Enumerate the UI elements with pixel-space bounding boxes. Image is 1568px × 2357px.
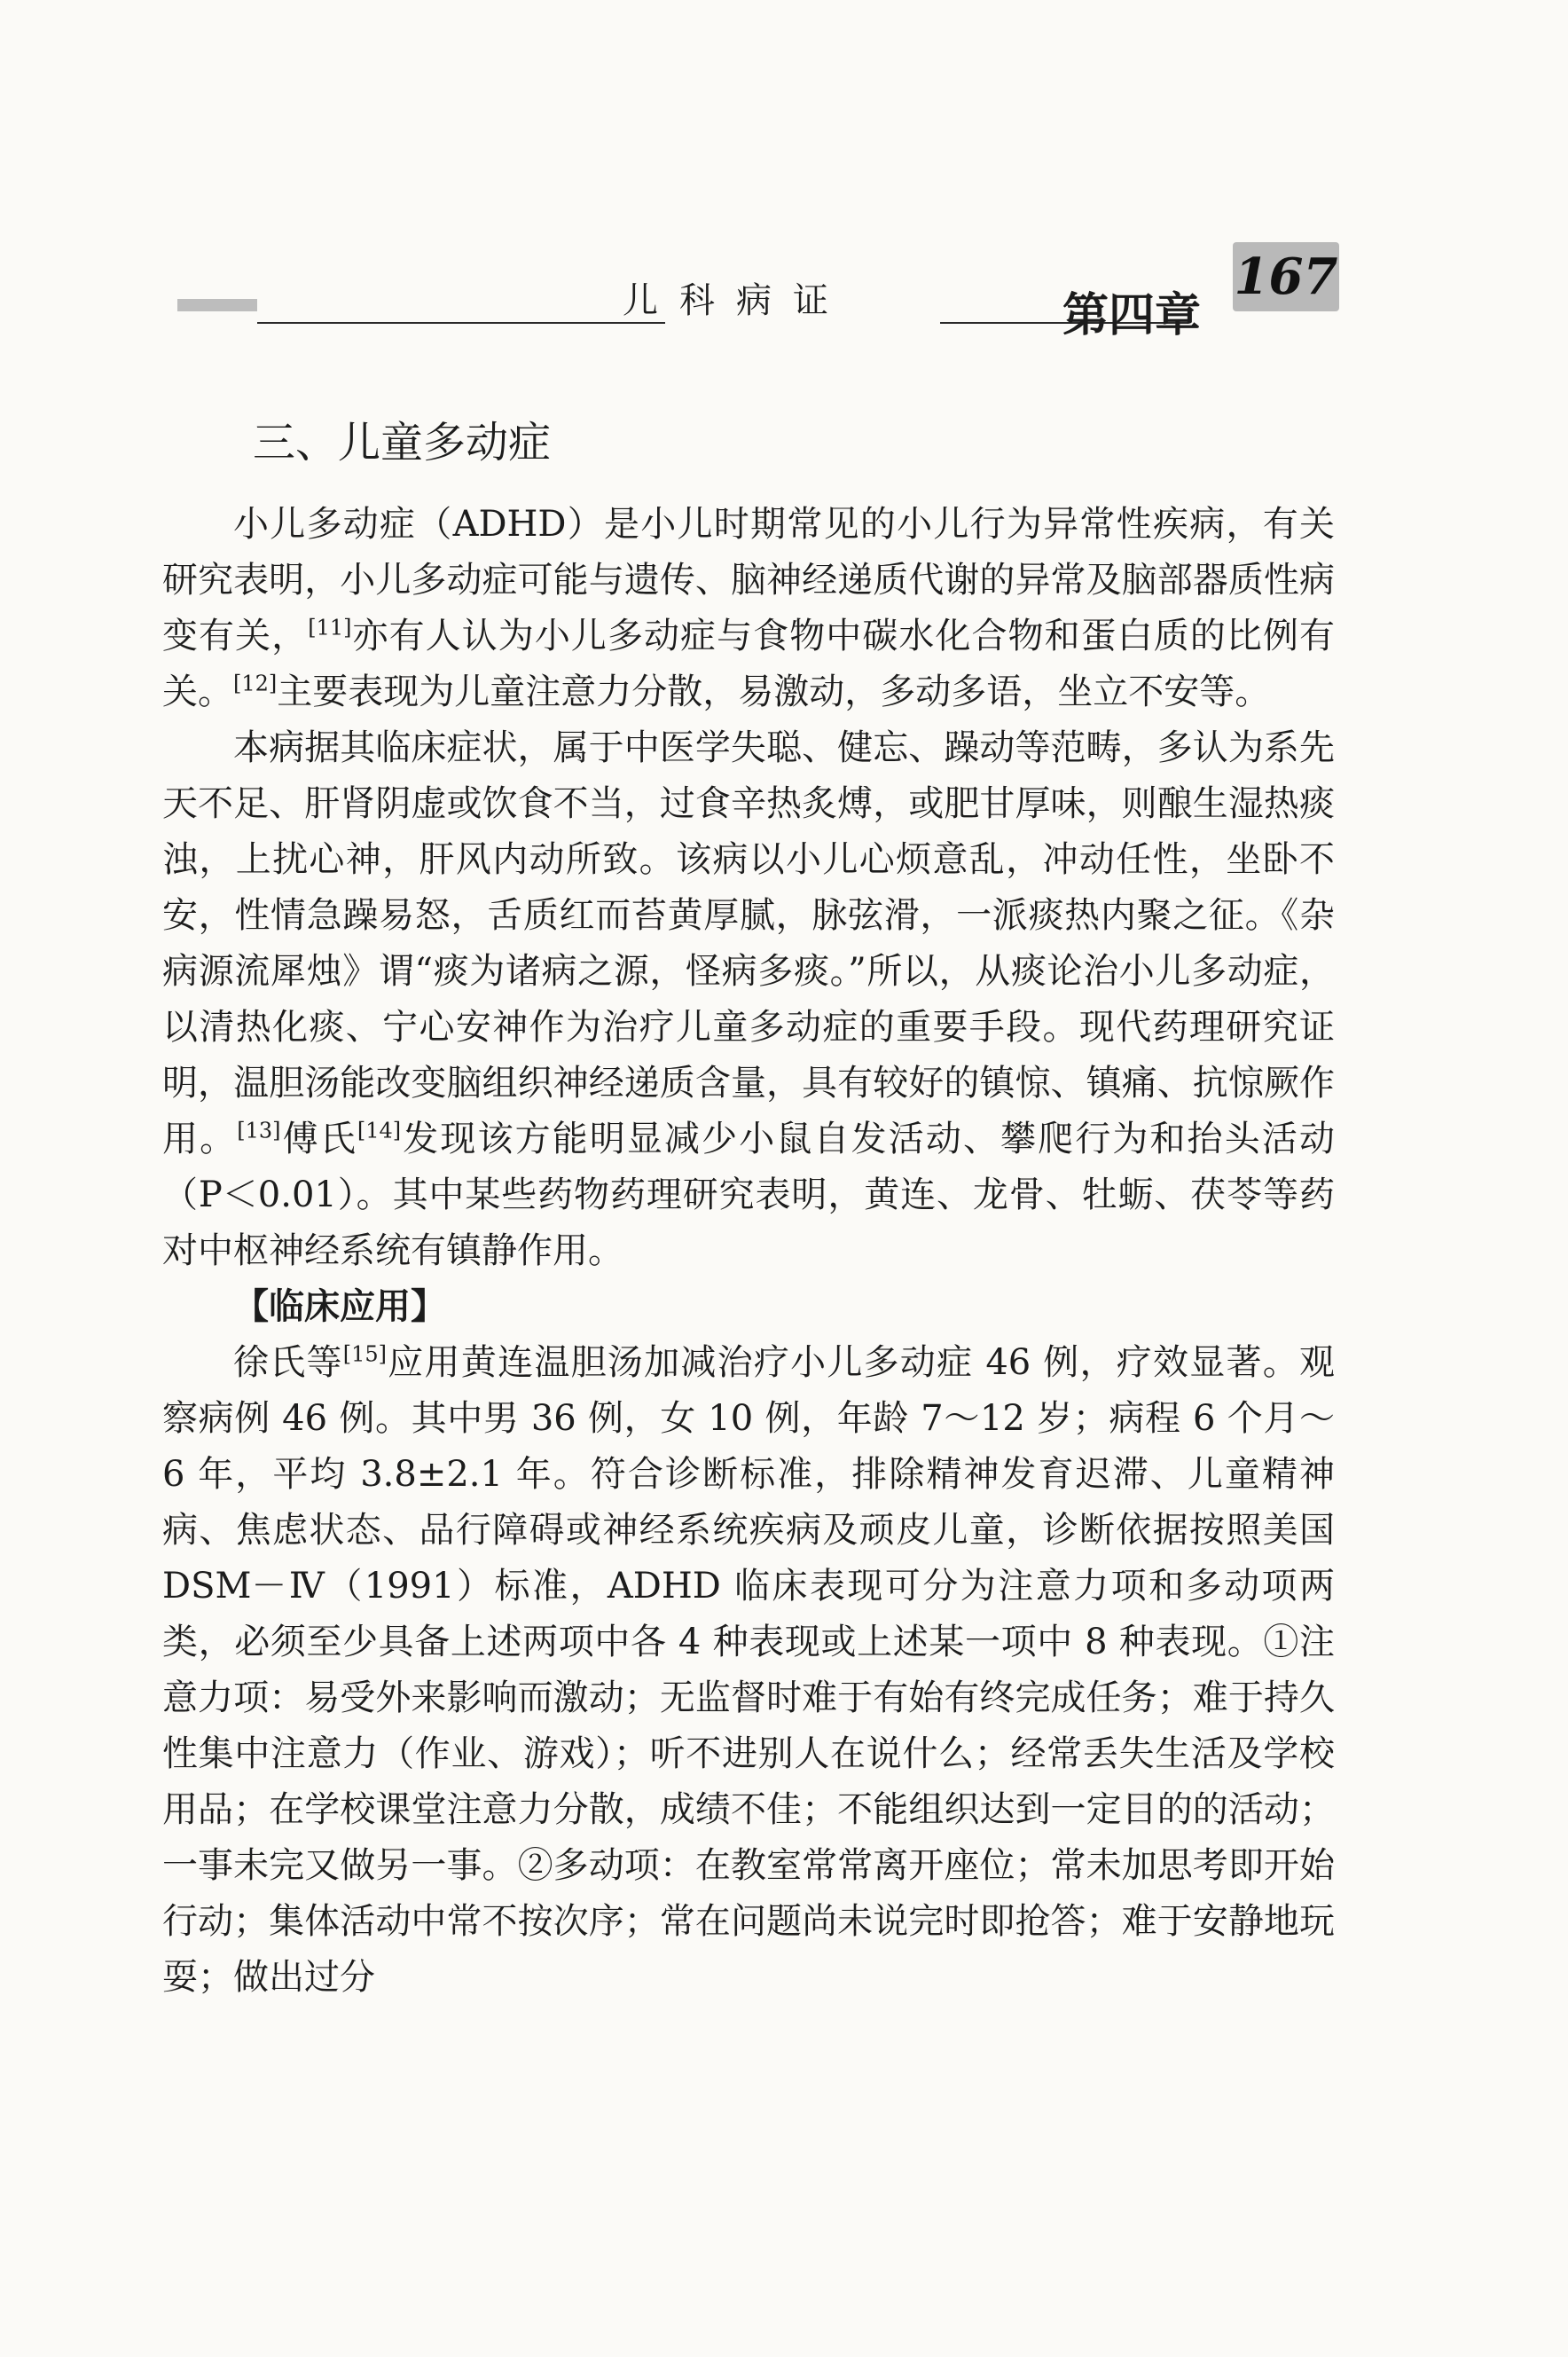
paragraph-clinical-case [162, 1335, 1335, 2006]
para1-text-3: 主要表现为儿童注意力分散，易激动，多动多语，坐立不安等。 [277, 672, 1271, 712]
paragraph-intro [162, 497, 1335, 720]
para3-text-1: 徐氏等 [233, 1342, 343, 1383]
para2-text-3: 发现该方能明显减少小鼠自发活动、攀爬行为和抬头活动（P＜0.01）。其中某些药物药理研究表明，黄连、龙骨、牡蛎、茯苓等药对中枢神经系统有镇静作用。 [162, 1119, 1336, 1271]
page-number: 167 [1233, 242, 1339, 311]
citation-ref: [14] [357, 1118, 402, 1143]
paragraph-tcm-theory [162, 720, 1335, 1279]
para1-text-2: 亦有人认为小儿多动症与食物中碳水化合物和蛋白质的比例有关。 [162, 616, 1336, 712]
header-decoration-mark [177, 299, 257, 311]
header-chapter: 第四章 [1062, 289, 1202, 342]
citation-ref: [15] [342, 1341, 388, 1367]
para1-text-1: 小儿多动症（ADHD）是小儿时期常见的小儿行为异常性疾病，有关研究表明，小儿多动症可能与遗传、脑神经递质代谢的异常及脑部器质性病变有关， [162, 504, 1335, 656]
para3-text-2: 应用黄连温胆汤加减治疗小儿多动症 46 例，疗效显著。观察病例 46 例。其中男 36 例，女 10 例，年龄 7～12 岁；病程 6 个月～6 年，平均 3.8±2.1 年。符合诊断标准，排除精神发育迟滞、儿童精神病、焦虑状态、品行障碍或神经系统疾病及顽皮儿童，诊断依据按照美国 DSM－Ⅳ（1991）标准，ADHD 临床表现可分为注意力项和多动项两类，必须至少具备上述两项中各 4 种表现或上述某一项中 8 种表现。①注意力项：易受外来影响而激动；无监督时难于有始有终完成任务；难于持久性集中注意力（作业、游戏）；听不进别人在说什么；经常丢失生活及学校用品；在学校课堂注意力分散，成绩不佳；不能组织达到一定目的的活动；一事未完又做另一事。②多动项：在教室常常离开座位；常未加思考即开始行动；集体活动中常不按次序；常在问题尚未说完时即抢答；难于安静地玩耍；做出过分 [162, 1342, 1336, 1998]
body-text [162, 497, 1335, 2006]
section-title: 三、儿童多动症 [253, 418, 552, 467]
clinical-heading: 【临床应用】 [233, 1286, 446, 1327]
citation-ref: [11] [308, 615, 352, 640]
para2-text-2: 傅氏 [280, 1119, 357, 1159]
citation-ref: [13] [237, 1118, 281, 1143]
header-section-label: 儿科病证 [623, 280, 850, 321]
para2-text-1: 本病据其临床症状，属于中医学失聪、健忘、躁动等范畴，多认为系先天不足、肝肾阴虚或饮食不当，过食辛热炙煿，或肥甘厚味，则酿生湿热痰浊，上扰心神，肝风内动所致。该病以小儿心烦意乱，冲动任性，坐卧不安，性情急躁易怒，舌质红而苔黄厚腻，脉弦滑，一派痰热内聚之征。《杂病源流犀烛》谓“痰为诸病之源，怪病多痰。”所以，从痰论治小儿多动症，以清热化痰、宁心安神作为治疗儿童多动症的重要手段。现代药理研究证明，温胆汤能改变脑组织神经递质含量，具有较好的镇惊、镇痛、抗惊厥作用。 [162, 727, 1335, 1159]
citation-ref: [12] [233, 671, 278, 696]
running-header [160, 247, 1339, 342]
